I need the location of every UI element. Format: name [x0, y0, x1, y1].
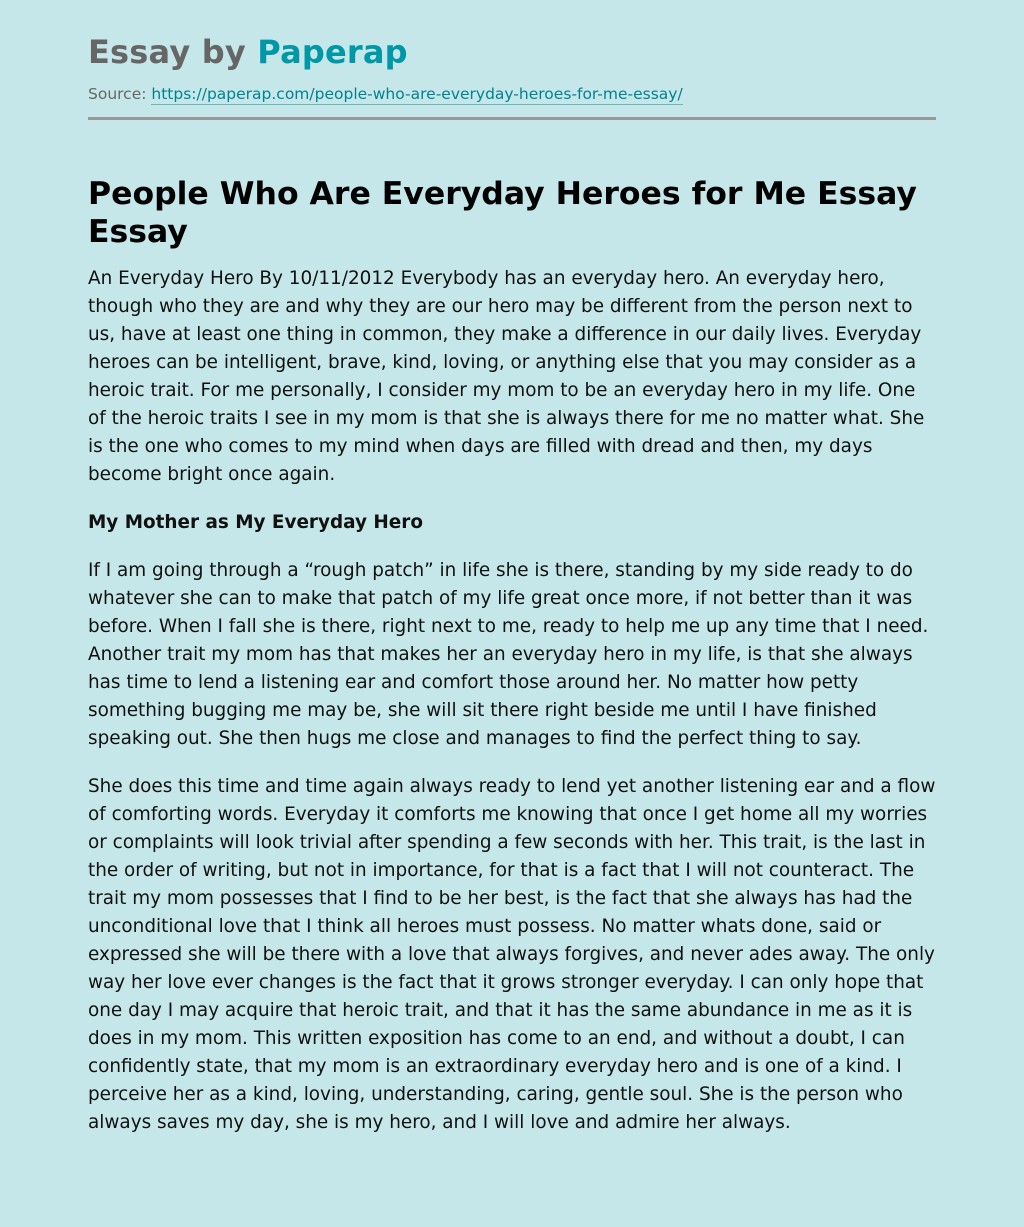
source-label: Source:: [88, 85, 152, 103]
brand-prefix: Essay by: [88, 33, 258, 71]
paragraph-body-2: She does this time and time again always ready to lend yet another listening ear and a flow of comforting words. Everyday it comforts me knowing that once I get home all my worries or complaints will look trivial after spending a few seconds with her. This trait, is the last in the order of writing, but not in importance, for that is a fact that I will not counteract. The trait my mom possesses that I find to be her best, is the fact that she always has had the unconditional love that I think all heroes must possess. No matter whats done, said or expressed she will be there with a love that always forgives, and never ades away. The only way her love ever changes is the fact that it grows stronger everyday. I can only hope that one day I may acquire that heroic trait, and that it has the same abundance in me as it is does in my mom. This written exposition has come to an end, and without a doubt, I can confidently state, that my mom is an extraordinary everyday hero and is one of a kind. I perceive her as a kind, loving, understanding, caring, gentle soul. She is the person who always saves my day, she is my hero, and I will love and admire her always.: [88, 776, 936, 1133]
source-line: [88, 84, 936, 104]
brand-title: [88, 30, 936, 74]
page: [88, 0, 936, 1137]
header-divider: [88, 117, 936, 120]
paragraph-body-1: If I am going through a “rough patch” in life she is there, standing by my side ready to do whatever she can to make that patch of my life great once more, if not better than it was before. When I fall she is there, right next to me, ready to help me up any time that I need. Another trait my mom has that makes her an everyday hero in my life, is that she always has time to lend a listening ear and comfort those around her. No matter how petty something bugging me may be, she will sit there right beside me until I have finished speaking out. She then hugs me close and manages to find the perfect thing to say.: [88, 560, 929, 749]
section-subheading: My Mother as My Everyday Hero: [88, 512, 423, 533]
paragraph-intro: An Everyday Hero By 10/11/2012 Everybody has an everyday hero. An everyday hero, though who they are and why they are our hero may be different from the person next to us, have at least one thing in common, they make a difference in our daily lives. Everyday heroes can be intelligent, brave, kind, loving, or anything else that you may consider as a heroic trait. For me personally, I consider my mom to be an everyday hero in my life. One of the heroic traits I see in my mom is that she is always there for me no matter what. She is the one who comes to my mind when days are filled with dread and then, my days become bright once again.: [88, 268, 925, 485]
brand-name: Paperap: [257, 33, 408, 71]
site-header: [88, 30, 936, 120]
essay-article: [88, 175, 936, 1137]
source-link[interactable]: https://paperap.com/people-who-are-everyday-heroes-for-me-essay/: [151, 85, 683, 103]
essay-title: People Who Are Everyday Heroes for Me Essay Essay: [88, 176, 917, 250]
essay-content: [88, 265, 936, 1137]
